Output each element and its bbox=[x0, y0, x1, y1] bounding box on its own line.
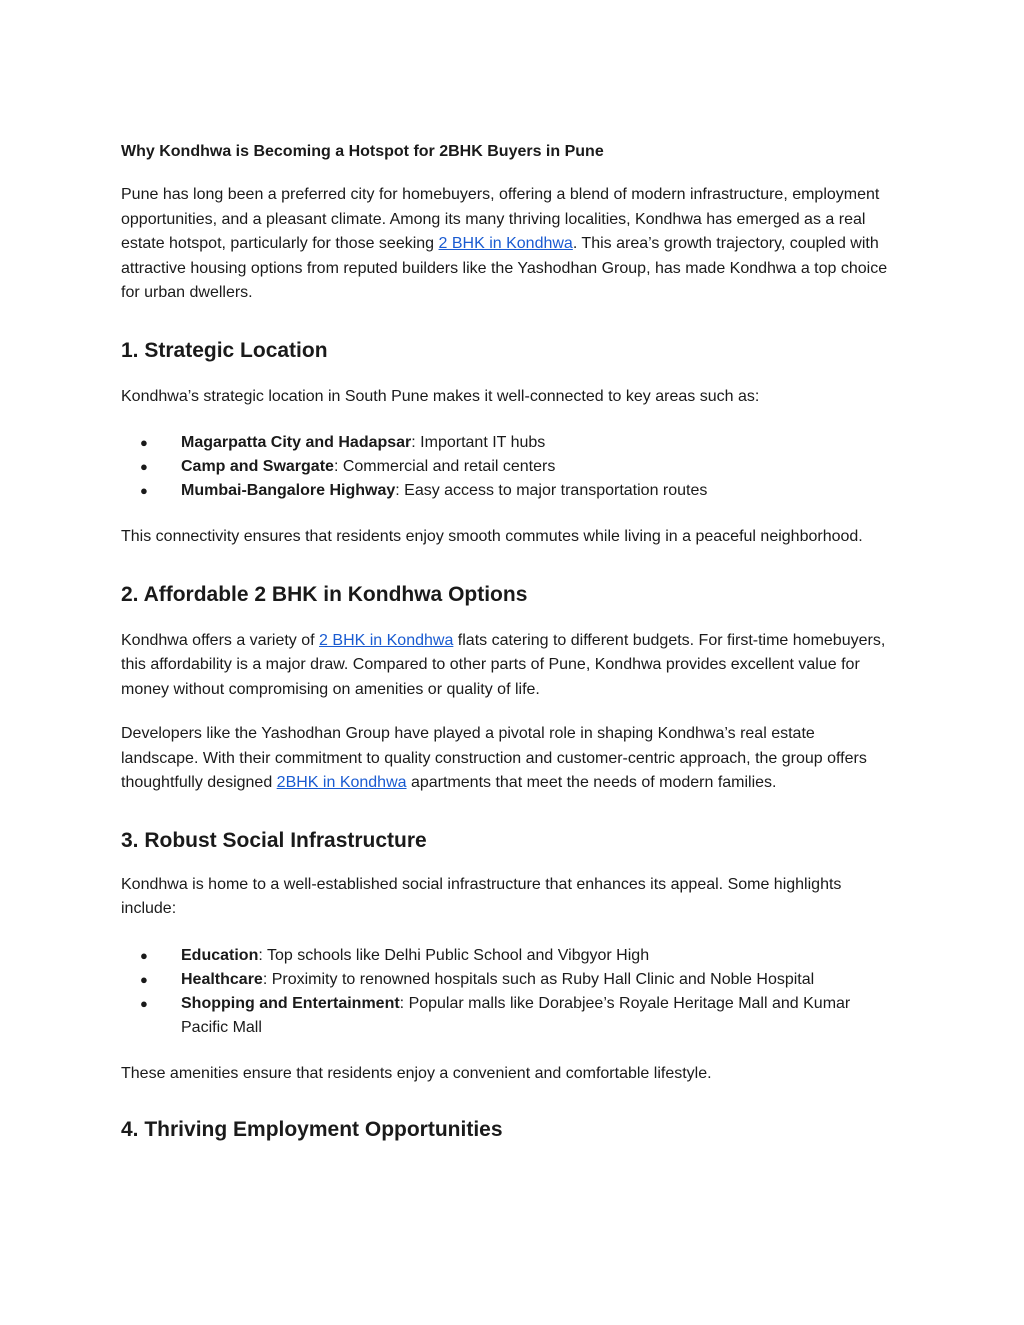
list-item bbox=[121, 479, 896, 503]
list-item-bold: Magarpatta City and Hadapsar bbox=[181, 434, 412, 451]
list-item-bold: Education bbox=[181, 946, 259, 964]
list-item-text: : Important IT hubs bbox=[411, 434, 546, 451]
section2-paragraph-2 bbox=[121, 722, 896, 796]
list-item-bold: Shopping and Entertainment bbox=[181, 994, 400, 1012]
list-item bbox=[121, 992, 896, 1040]
section1-closing: This connectivity ensures that residents enjoy smooth commutes while living in a peaceful neighborhood. bbox=[121, 528, 863, 545]
intro-text-1: Pune has long been a preferred city for homebuyers, offering a blend of modern infrastructure, employment opportunities, and a pleasant climate. Among its many thriving localities, Kondhwa has emerged as a real estate hotspot, particularly for those seeking bbox=[121, 186, 880, 252]
section2-p2-text-1: Developers like the Yashodhan Group have played a pivotal role in shaping Kondhwa’s real estate landscape. With their commitment to quality construction and customer-centric approach, the group offers thoughtfully designed bbox=[121, 725, 867, 791]
section1-lead: Kondhwa’s strategic location in South Pune makes it well-connected to key areas such as: bbox=[121, 387, 760, 405]
list-item bbox=[121, 455, 896, 479]
section3-closing: These amenities ensure that residents enjoy a convenient and comfortable lifestyle. bbox=[121, 1064, 712, 1082]
list-item-text: : Proximity to renowned hospitals such as Ruby Hall Clinic and Noble Hospital bbox=[262, 970, 815, 988]
list-item-text: : Easy access to major transportation routes bbox=[395, 482, 708, 499]
document-title: Why Kondhwa is Becoming a Hotspot for 2BHK Buyers in Pune bbox=[121, 143, 604, 160]
intro-link-2bhk-kondhwa[interactable]: 2 BHK in Kondhwa bbox=[438, 235, 573, 252]
list-item-bold: Mumbai-Bangalore Highway bbox=[181, 482, 396, 499]
bullet-icon: ● bbox=[140, 483, 148, 498]
list-item-text: : Commercial and retail centers bbox=[333, 458, 556, 475]
section2-paragraph-1 bbox=[121, 629, 896, 703]
document-body bbox=[121, 140, 896, 1145]
list-item bbox=[121, 968, 896, 992]
bullet-icon: ● bbox=[140, 947, 148, 963]
section2-p1-text-2: flats catering to different budgets. For first-time homebuyers, this affordability is a major draw. Compared to other parts of Pune, Kondhwa provides excellent value for money without compromising on amenities or quality of life. bbox=[121, 631, 886, 698]
section1-list bbox=[121, 431, 896, 503]
list-item-bold: Healthcare bbox=[181, 970, 263, 988]
bullet-icon: ● bbox=[140, 995, 148, 1011]
section3-list bbox=[121, 944, 896, 1040]
bullet-icon: ● bbox=[140, 435, 148, 450]
section2-link-2bhk-kondhwa-apartments[interactable]: 2BHK in Kondhwa bbox=[276, 774, 407, 791]
intro-text-2: . This area’s growth trajectory, coupled with attractive housing options from reputed builders like the Yashodhan Group, has made Kondhwa a top choice for urban dwellers. bbox=[121, 235, 888, 301]
section3-heading: 3. Robust Social Infrastructure bbox=[121, 828, 427, 852]
list-item-bold: Camp and Swargate bbox=[181, 458, 334, 475]
section2-p1-text-1: Kondhwa offers a variety of bbox=[121, 631, 320, 649]
list-item-text: : Popular malls like Dorabjee’s Royale Heritage Mall and Kumar Pacific Mall bbox=[181, 994, 851, 1036]
intro-paragraph bbox=[121, 183, 896, 306]
section4-heading: 4. Thriving Employment Opportunities bbox=[121, 1118, 503, 1141]
section1-heading: 1. Strategic Location bbox=[121, 338, 328, 362]
section3-lead: Kondhwa is home to a well-established social infrastructure that enhances its appeal. Some highlights include: bbox=[121, 875, 842, 917]
bullet-icon: ● bbox=[140, 459, 148, 474]
list-item-text: : Top schools like Delhi Public School and Vibgyor High bbox=[258, 946, 650, 964]
list-item bbox=[121, 944, 896, 968]
section2-p2-text-2: apartments that meet the needs of modern families. bbox=[406, 774, 777, 791]
bullet-icon: ● bbox=[140, 971, 148, 987]
section2-heading: 2. Affordable 2 BHK in Kondhwa Options bbox=[121, 582, 528, 606]
section2-link-2bhk-kondhwa[interactable]: 2 BHK in Kondhwa bbox=[319, 631, 454, 649]
list-item bbox=[121, 431, 896, 455]
